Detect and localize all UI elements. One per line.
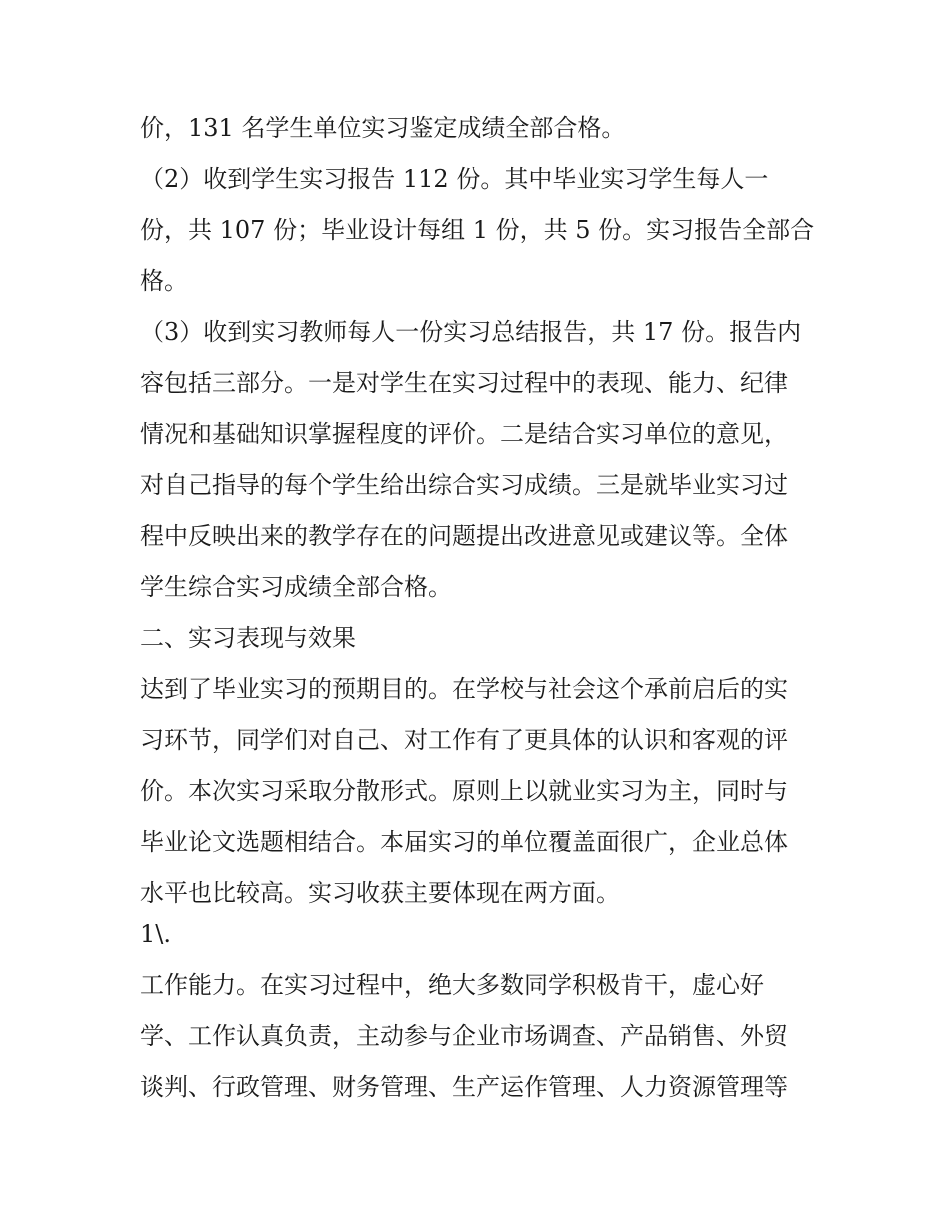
section-heading: 二、实习表现与效果 — [140, 624, 356, 652]
text-line: 学生综合实习成绩全部合格。 — [140, 573, 452, 601]
text-line: 毕业论文选题相结合。本届实习的单位覆盖面很广，企业总体 — [140, 828, 788, 856]
text-line: 工作能力。在实习过程中，绝大多数同学积极肯干，虚心好 — [140, 971, 764, 999]
text-line: 对自己指导的每个学生给出综合实习成绩。三是就毕业实习过 — [140, 471, 788, 499]
text-line: 格。 — [140, 267, 188, 295]
text-line: 容包括三部分。一是对学生在实习过程中的表现、能力、纪律 — [140, 369, 788, 397]
text-line: （3）收到实习教师每人一份实习总结报告，共 17 份。报告内 — [140, 318, 802, 346]
text-line: 价。本次实习采取分散形式。原则上以就业实习为主，同时与 — [140, 777, 788, 805]
text-line: （2）收到学生实习报告 112 份。其中毕业实习学生每人一 — [140, 165, 769, 193]
text-line: 程中反映出来的教学存在的问题提出改进意见或建议等。全体 — [140, 522, 788, 550]
list-number: 1\. — [140, 920, 171, 948]
text-line: 学、工作认真负责，主动参与企业市场调查、产品销售、外贸 — [140, 1022, 788, 1050]
text-line: 水平也比较高。实习收获主要体现在两方面。 — [140, 879, 620, 907]
text-line: 情况和基础知识掌握程度的评价。二是结合实习单位的意见， — [140, 420, 788, 448]
text-line: 谈判、行政管理、财务管理、生产运作管理、人力资源管理等 — [140, 1073, 788, 1101]
text-line: 习环节，同学们对自己、对工作有了更具体的认识和客观的评 — [140, 726, 788, 754]
text-line: 达到了毕业实习的预期目的。在学校与社会这个承前启后的实 — [140, 675, 788, 703]
text-line: 价，131 名学生单位实习鉴定成绩全部合格。 — [140, 114, 626, 142]
text-line: 份，共 107 份；毕业设计每组 1 份，共 5 份。实习报告全部合 — [140, 216, 815, 244]
